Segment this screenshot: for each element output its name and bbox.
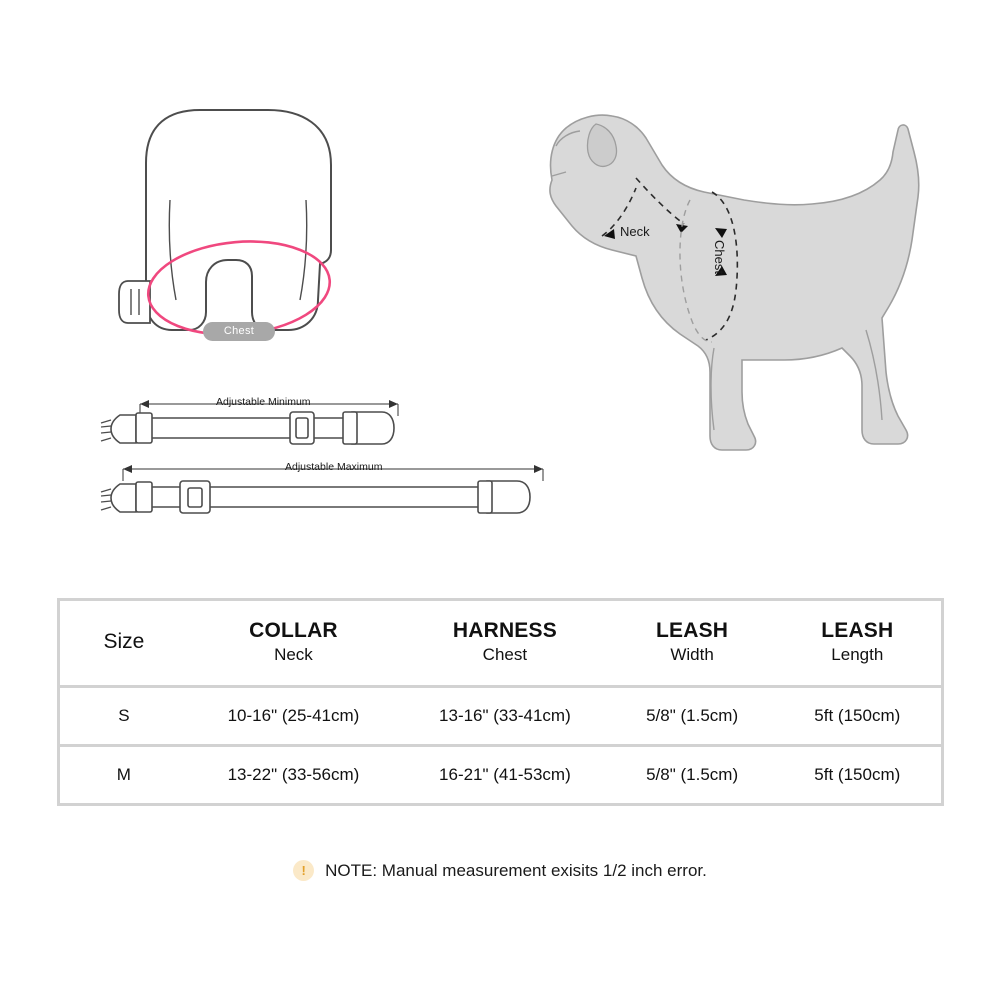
cell-leash-width: 5/8" (1.5cm) — [611, 687, 774, 746]
header-collar — [188, 601, 399, 687]
dog-illustration — [550, 115, 919, 450]
header-size — [60, 601, 188, 687]
cell-size: S — [60, 687, 188, 746]
header-leash-length — [774, 601, 941, 687]
header-harness-main: HARNESS — [452, 619, 557, 642]
collar-maximum-label: Adjustable Maximum — [285, 461, 383, 473]
collar-minimum-label: Adjustable Minimum — [216, 396, 311, 408]
cell-collar-neck: 13-22" (33-56cm) — [227, 765, 360, 784]
cell-leash-length: 5ft (150cm) — [774, 687, 941, 746]
cell-harness-chest: 13-16" (33-41cm) — [399, 687, 610, 746]
exclamation-icon: ! — [293, 860, 314, 881]
dog-chest-label: Chest — [712, 240, 727, 274]
dog-neck-label: Neck — [620, 224, 650, 239]
harness-chest-label: Chest — [203, 322, 275, 341]
header-collar-main: COLLAR — [249, 619, 338, 642]
note-row — [0, 860, 1000, 881]
header-leash-width-sub: Width — [670, 645, 714, 664]
cell-size: M — [116, 765, 131, 784]
header-harness — [399, 601, 610, 687]
table-header — [60, 601, 941, 687]
harness-illustration — [119, 110, 334, 342]
header-leash-length-sub: Length — [831, 645, 884, 664]
header-leash-length-main: LEASH — [821, 619, 894, 642]
header-leash-width-main: LEASH — [656, 619, 729, 642]
size-table-container — [57, 598, 944, 806]
size-table — [60, 601, 941, 803]
cell-collar-neck: 10-16" (25-41cm) — [188, 687, 399, 746]
cell-leash-length: 5ft (150cm) — [814, 765, 901, 784]
table-header-row — [60, 601, 941, 687]
cell-harness-chest: 16-21" (41-53cm) — [439, 765, 571, 784]
cell-leash-width: 5/8" (1.5cm) — [646, 765, 739, 784]
table-row — [60, 746, 941, 804]
header-leash-width — [611, 601, 774, 687]
header-harness-sub: Chest — [482, 645, 528, 664]
table-row — [60, 687, 941, 746]
note-text: NOTE: Manual measurement exisits 1/2 inch error. — [325, 860, 707, 880]
header-size-text: Size — [103, 630, 145, 653]
table-body — [60, 687, 941, 804]
header-collar-sub: Neck — [274, 645, 313, 664]
